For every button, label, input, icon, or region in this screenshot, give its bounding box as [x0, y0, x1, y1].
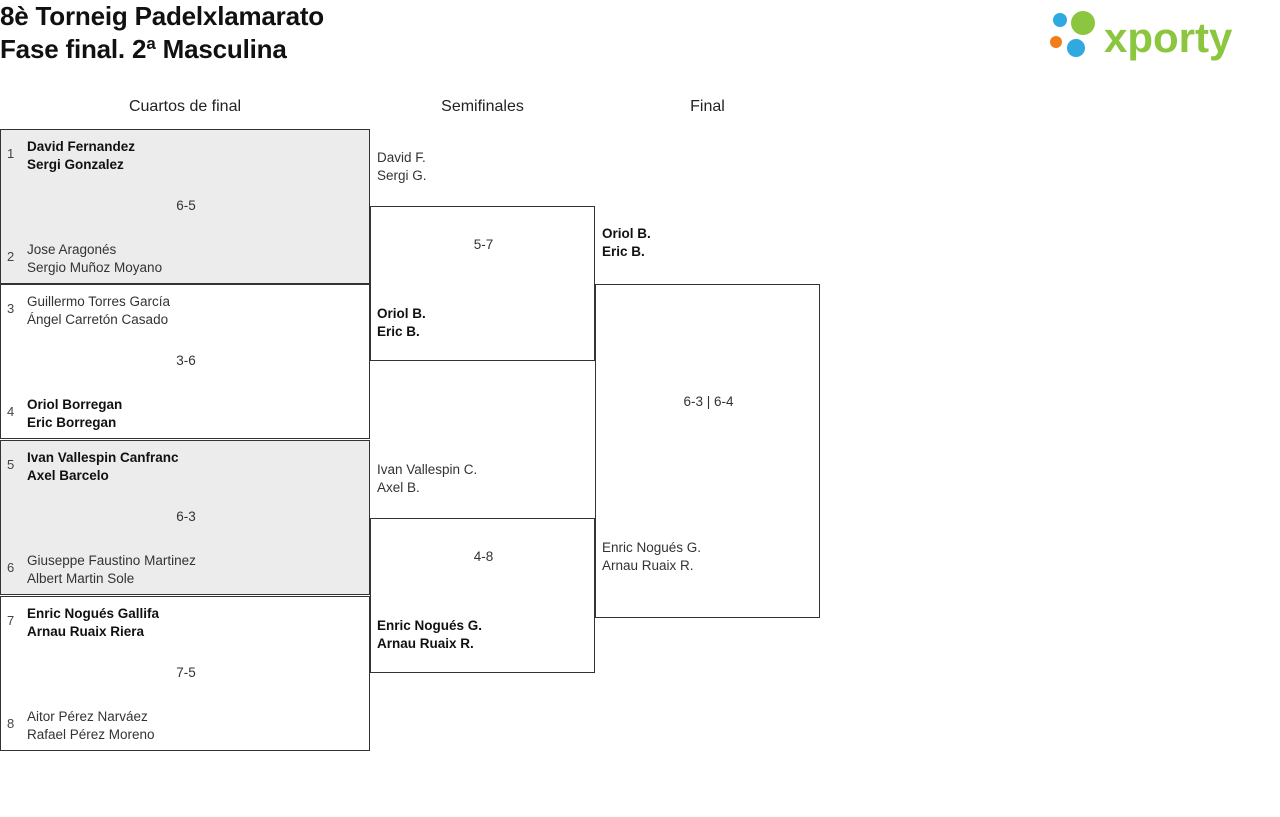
seed-number: 1	[7, 146, 15, 161]
team-name: Enric Nogués G.	[377, 618, 483, 633]
team-name: Eric B.	[602, 244, 645, 259]
team-name: Arnau Ruaix Riera	[27, 624, 145, 639]
seed-number: 6	[7, 560, 15, 575]
team-name: Enric Nogués Gallifa	[27, 606, 160, 621]
match-r3-1[interactable]	[595, 226, 820, 618]
seed-number: 4	[7, 404, 15, 419]
team-name: Arnau Ruaix R.	[602, 558, 694, 573]
team-name: Axel Barcelo	[27, 468, 109, 483]
team-name: Ivan Vallespin Canfranc	[27, 450, 179, 465]
seed-number: 5	[7, 457, 15, 472]
team-name: Jose Aragonés	[27, 242, 117, 257]
team-name: David Fernandez	[27, 139, 136, 154]
svg-text:xporty: xporty	[1104, 14, 1233, 61]
team-name: Arnau Ruaix R.	[377, 636, 474, 651]
match-r2-1[interactable]	[370, 150, 595, 361]
team-name: Eric B.	[377, 324, 420, 339]
match-score: 4-8	[473, 549, 494, 564]
match-score: 6-5	[176, 198, 196, 213]
match-score: 6-3 | 6-4	[683, 394, 734, 409]
tournament-name: 8è Torneig Padelxlamarato	[0, 1, 324, 31]
match-r1-1[interactable]	[0, 129, 370, 284]
team-name: Axel B.	[377, 480, 420, 495]
team-name: David F.	[377, 150, 426, 165]
team-name: Sergio Muñoz Moyano	[27, 260, 163, 275]
page-title	[0, 0, 324, 66]
round-header-quarterfinals: Cuartos de final	[128, 98, 242, 115]
team-name: Eric Borregan	[27, 415, 117, 430]
team-name: Ángel Carretón Casado	[27, 312, 169, 327]
seed-number: 8	[7, 716, 15, 731]
team-name: Oriol B.	[377, 306, 426, 321]
round-header-semifinals: Semifinales	[441, 98, 524, 115]
team-name: Oriol B.	[602, 226, 651, 241]
round-header-final: Final	[690, 98, 725, 115]
match-score: 6-3	[176, 509, 196, 524]
match-r1-4[interactable]	[0, 596, 370, 751]
team-name: Enric Nogués G.	[602, 540, 702, 555]
team-name: Albert Martin Sole	[27, 571, 135, 586]
team-name: Ivan Vallespin C.	[377, 462, 478, 477]
team-name: Guillermo Torres García	[27, 294, 171, 309]
team-name: Rafael Pérez Moreno	[27, 727, 155, 742]
match-score: 7-5	[176, 665, 196, 680]
match-r1-2[interactable]	[0, 284, 370, 439]
match-r1-3[interactable]	[0, 440, 370, 595]
xporty-logo	[1042, 8, 1272, 66]
team-name: Sergi Gonzalez	[27, 157, 124, 172]
seed-number: 7	[7, 613, 15, 628]
match-score: 5-7	[473, 237, 494, 252]
tournament-phase: Fase final. 2ª Masculina	[0, 34, 287, 64]
seed-number: 3	[7, 301, 15, 316]
seed-number: 2	[7, 249, 15, 264]
match-score: 3-6	[176, 353, 196, 368]
team-name: Giuseppe Faustino Martinez	[27, 553, 196, 568]
team-name: Sergi G.	[377, 168, 427, 183]
match-r2-2[interactable]	[370, 462, 595, 673]
team-name: Oriol Borregan	[27, 397, 123, 412]
team-name: Aitor Pérez Narváez	[27, 709, 148, 724]
